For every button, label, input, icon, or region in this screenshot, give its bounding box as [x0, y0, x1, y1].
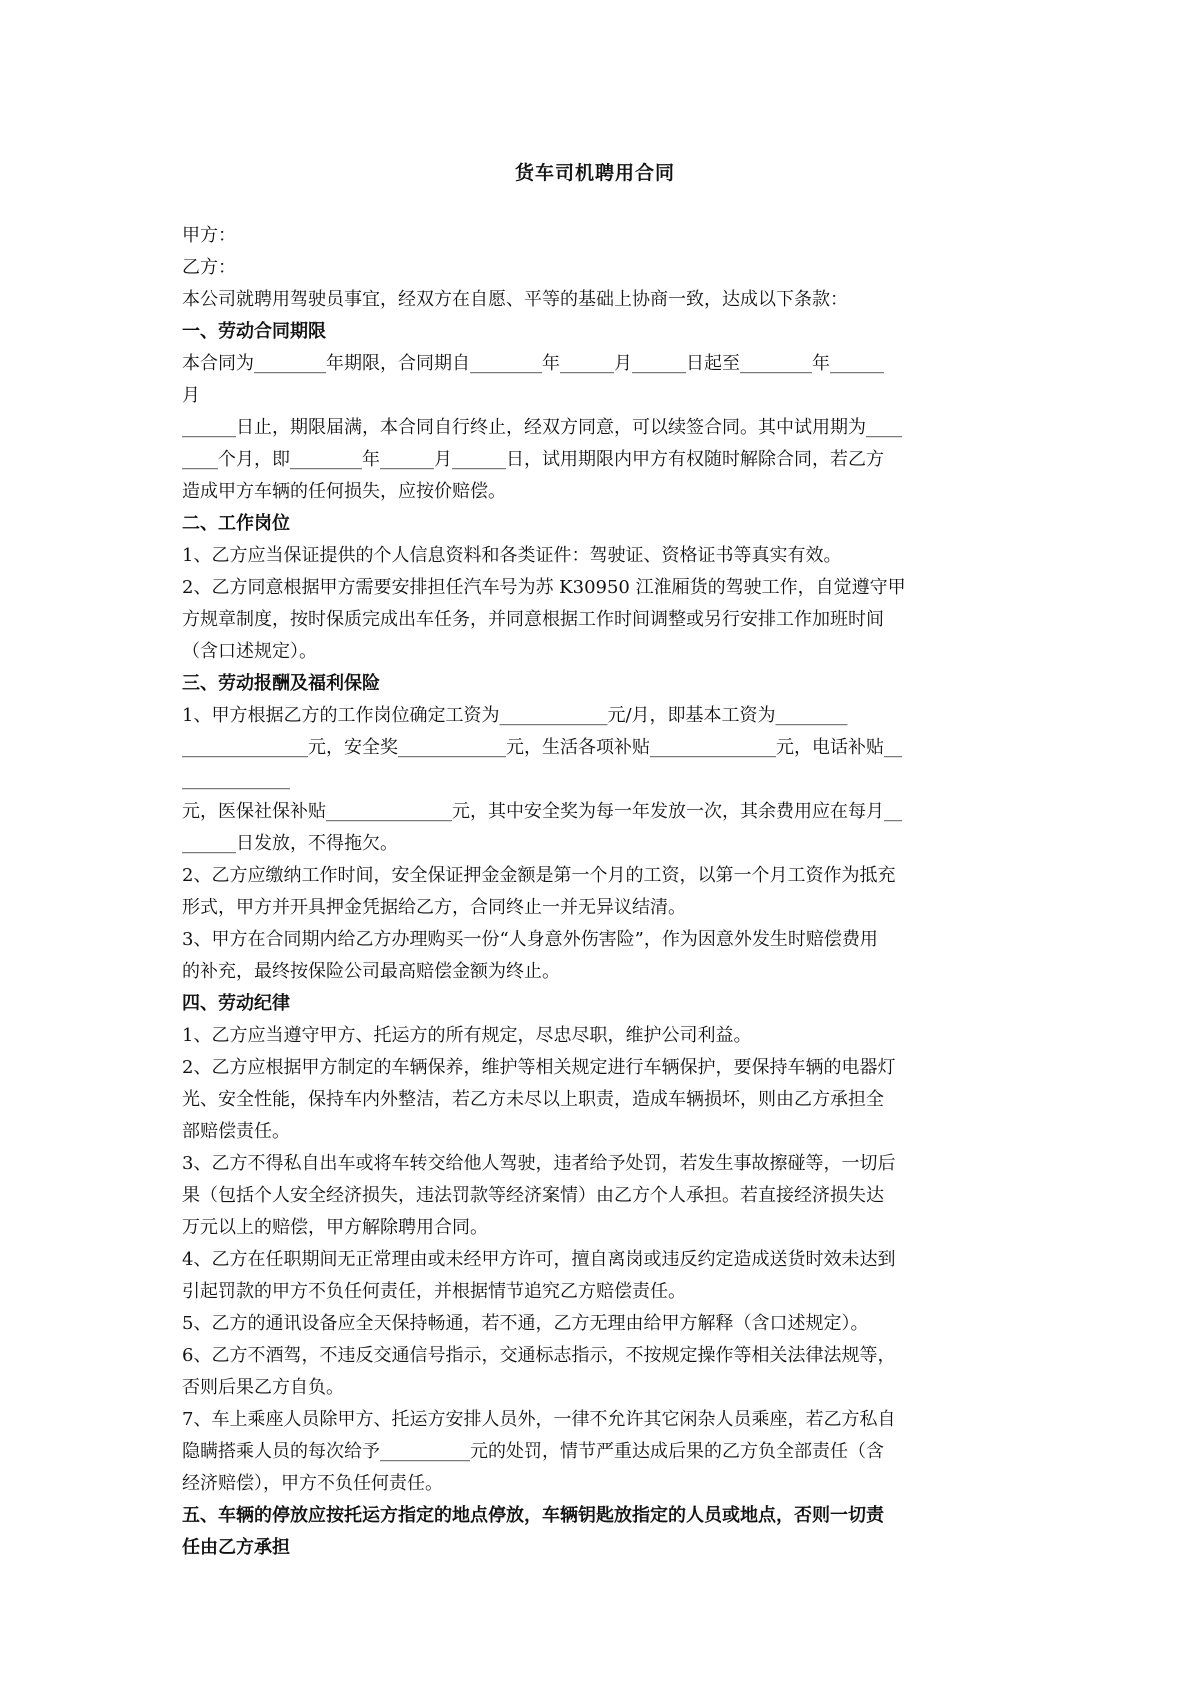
section-3-item: ____________: [182, 769, 290, 790]
section-3-item: ______日发放，不得拖欠。: [182, 833, 398, 854]
section-2-item: （含口述规定）。: [182, 641, 317, 662]
section-3-item: 形式，甲方并开具押金凭据给乙方，合同终止一并无异议结清。: [182, 897, 686, 918]
intro-paragraph: 本公司就聘用驾驶员事宜，经双方在自愿、平等的基础上协商一致，达成以下条款：: [182, 289, 848, 310]
section-1-line: ____个月，即________年______月______日，试用期限内甲方有权随时解除合同，若乙方: [182, 449, 884, 470]
section-4-item: 4、乙方在任职期间无正常理由或未经甲方许可，擅自离岗或违反约定造成送货时效未达到: [182, 1249, 896, 1270]
section-4-item: 6、乙方不酒驾，不违反交通信号指示，交通标志指示，不按规定操作等相关法律法规等，: [182, 1345, 896, 1366]
section-1-heading: 一、劳动合同期限: [182, 321, 326, 342]
section-2-item: 1、乙方应当保证提供的个人信息资料和各类证件：驾驶证、资格证书等真实有效。: [182, 545, 842, 566]
section-4-item: 1、乙方应当遵守甲方、托运方的所有规定，尽忠尽职，维护公司利益。: [182, 1025, 752, 1046]
document-title: 货车司机聘用合同: [514, 162, 675, 184]
party-a-line: 甲方：: [182, 225, 236, 246]
section-4-item: 光、安全性能，保持车内外整洁，若乙方未尽以上职责，造成车辆损坏，则由乙方承担全: [182, 1089, 884, 1110]
section-2-heading: 二、工作岗位: [182, 513, 290, 534]
section-4-item: 5、乙方的通讯设备应全天保持畅通，若不通，乙方无理由给甲方解释（含口述规定）。: [182, 1313, 869, 1334]
section-4-item: 3、乙方不得私自出车或将车转交给他人驾驶，违者给予处罚，若发生事故擦碰等，一切后: [182, 1153, 896, 1174]
section-4-item: 经济赔偿），甲方不负任何责任。: [182, 1473, 443, 1494]
section-3-item: 2、乙方应缴纳工作时间，安全保证押金金额是第一个月的工资，以第一个月工资作为抵充: [182, 865, 896, 886]
section-5-heading: 任由乙方承担: [182, 1537, 290, 1558]
section-3-item: 3、甲方在合同期内给乙方办理购买一份“人身意外伤害险”，作为因意外发生时赔偿费用: [182, 929, 878, 950]
section-4-heading: 四、劳动纪律: [182, 993, 290, 1014]
section-1-line: 造成甲方车辆的任何损失，应按价赔偿。: [182, 481, 506, 502]
section-4-item: 7、车上乘座人员除甲方、托运方安排人员外，一律不允许其它闲杂人员乘座，若乙方私自: [182, 1409, 896, 1430]
section-4-item: 部赔偿责任。: [182, 1121, 290, 1142]
section-4-item: 2、乙方应根据甲方制定的车辆保养，维护等相关规定进行车辆保护，要保持车辆的电器灯: [182, 1057, 896, 1078]
section-3-item: 1、甲方根据乙方的工作岗位确定工资为____________元/月，即基本工资为________: [182, 705, 848, 726]
section-4-item: 引起罚款的甲方不负任何责任，并根据情节追究乙方赔偿责任。: [182, 1281, 686, 1302]
section-3-item: 元，医保社保补贴______________元，其中安全奖为每一年发放一次，其余费用应在每月__: [182, 801, 902, 822]
section-3-heading: 三、劳动报酬及福利保险: [182, 673, 380, 694]
party-b-line: 乙方：: [182, 257, 236, 278]
section-3-item: ______________元，安全奖____________元，生活各项补贴______________元，电话补贴__: [182, 737, 902, 758]
document-body: [182, 220, 1012, 1564]
section-1-line: 月: [182, 385, 200, 406]
section-5-heading: 五、车辆的停放应按托运方指定的地点停放，车辆钥匙放指定的人员或地点，否则一切责: [182, 1505, 884, 1526]
section-4-item: 隐瞒搭乘人员的每次给予__________元的处罚，情节严重达成后果的乙方负全部责任（含: [182, 1441, 884, 1462]
section-3-item: 的补充，最终按保险公司最高赔偿金额为终止。: [182, 961, 560, 982]
section-4-item: 果（包括个人安全经济损失，违法罚款等经济案情）由乙方个人承担。若直接经济损失达: [182, 1185, 884, 1206]
section-4-item: 万元以上的赔偿，甲方解除聘用合同。: [182, 1217, 488, 1238]
section-1-line: ______日止，期限届满，本合同自行终止，经双方同意，可以续签合同。其中试用期为____: [182, 417, 902, 438]
section-4-item: 否则后果乙方自负。: [182, 1377, 344, 1398]
section-1-line: 本合同为________年期限，合同期自________年______月______日起至________年______: [182, 353, 884, 374]
section-2-item: 方规章制度，按时保质完成出车任务，并同意根据工作时间调整或另行安排工作加班时间: [182, 609, 884, 630]
section-2-item: 2、乙方同意根据甲方需要安排担任汽车号为苏 K30950 江淮厢货的驾驶工作，自觉遵守甲: [182, 577, 906, 598]
